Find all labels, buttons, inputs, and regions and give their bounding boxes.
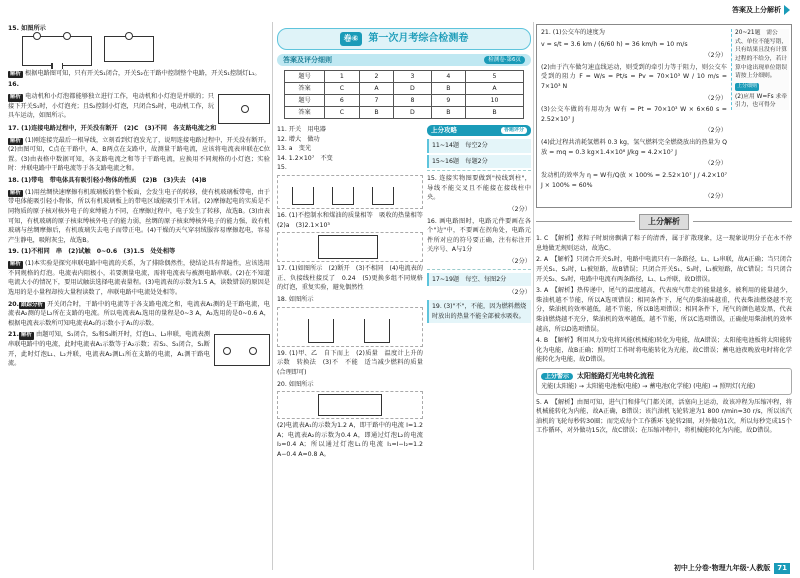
column-divider (533, 22, 534, 570)
bulb-icon (241, 105, 249, 113)
q19-title: 19. (1)不相同 串 (2)试触 0~0.6 (3)1.5 处处相等 (8, 248, 176, 256)
bulb-icon (63, 32, 71, 40)
equation: (3)公交车做的有用功为 W有 = Pt = 70×10³ W × 6×60 s = 2.52×10⁷ J (541, 106, 727, 123)
answer-line: 14. 1.2×10⁷ 不变 (277, 154, 333, 162)
q15-title: 15. 如图所示 (8, 25, 46, 32)
scoring-sidebox: 20~21题 需公式、单位不能写错，只有结果且没有计算过程的不给分，若计算中途出现单位错误请按上分细则。 上分细则 (2)应用 W=Fs 求牵引力，也可得分 (731, 29, 789, 110)
answer-line: 15. (277, 164, 287, 172)
q21-analysis: 由题可知，S₁闭合，S₂和S₃断开时，灯泡L₁、L₂串联，电流表测串联电路中的电流，此时电流表A₁示数等于A₂示数；若S₂、S₃闭合，S₁断开，此时灯泡L₁、L₂并联，电流表A₂测L₁所在支路的电流，A₁测干路电流。 (8, 331, 210, 368)
q21-title: 21. (8, 331, 19, 339)
bulb-icon (33, 32, 41, 40)
analysis-item: 3. A 【解析】热传递中，尾气的温度越高，代表废气带走的能量越多，被利用的能量越少，柴油机越不节能，所以A选项错误；相同条件下，尾气的柴油味越重，代表柴油燃烧越不充分，柴油机的效率越低，越不节能，所以B选项错误；相同条件下，尾气的颜色越发黑，代表柴油燃烧越不充分，柴油机的效率越低，越不节能，所以C选项错误，正确使用柴油机的效率越高，所以D选项错误。 (536, 287, 792, 333)
warning-box (536, 368, 792, 394)
table-row: 答案 C A D B A (285, 83, 524, 95)
q17-analysis: (1)刚连接完最后一根导线，立刻看到灯泡发光了，说明连接电路过程中，开关没有断开。(2)由图可知，C点在干路中，A、B两点在支路中，故测量干路电流，应该将电流表串联在C位置。(3)由表格中数据可知，各支路电流之和等于干路电流，应换用不同规格的小灯泡；实验时：并联电路中干路电流等于各支路电流之和。 (8, 136, 270, 173)
q18-analysis: (1)用丝绸快速摩擦有机玻璃板的整个板面，会发生电子的转移，使有机玻璃板带电，由于带电体能吸引轻小物体，所以有机玻璃板上的带电区域能吸引干木屑。(2)摩擦起电的实质是不同物质的原子核对核外电子的束缚能力不同，在摩擦过程中，电子发生了转移，故选B。(3)由表可知，有机玻璃的原子核束缚核外电子的能力弱，丝绸的原子核束缚核外电子的能力强，故有机玻璃与丝绸摩擦后，有机玻璃失去电子而带正电。(4)干燥的天气穿羽绒服容易摩擦起电，容易产生静电，吸附灰尘，故选B。 (8, 188, 270, 244)
page-footer (674, 563, 790, 574)
section-header (536, 214, 792, 230)
circuit-figure (277, 391, 423, 419)
equation: (2)由于汽车做匀速直线运动，则受到的牵引力等于阻力，则公交车受到的阻力 F = W/s = Pt/s = Pv = 70×10³ W / 10 m/s = 7×10³ N (541, 63, 727, 91)
middle-answers (277, 125, 430, 462)
analysis-tag: 解析 (10, 93, 22, 100)
exam-title: 第一次月考综合检测卷 (368, 33, 469, 45)
analysis-item: 4. B 【解析】利用风力发电将风能(机械能)转化为电能，故A错误；太阳能电池板将太阳能转化为电能，故B正确；照明灯工作时将电能转化为光能，故C错误；蓄电池夜晚放电时将化学能转化为电能，故D错误。 (536, 337, 792, 364)
score-note: （2分） (508, 289, 531, 297)
answer-line: 18. 如图所示 (277, 296, 314, 304)
q21-title: 21. (1)公交车的速度为 (541, 29, 605, 36)
circuit-diagram (318, 235, 378, 259)
circuit-diagram (22, 36, 92, 66)
footer-label: 初中上分卷·物理九年级·人教版 (673, 564, 771, 573)
q15-figure (22, 36, 270, 66)
table-row: 题号 6 7 8 9 10 (285, 95, 524, 107)
answer-line: 13. a 变光 (277, 145, 312, 153)
analysis-item: 5. A 【解析】由图可知，进气门和排气门都关闭，活塞向上运动，故该冲程为压缩冲程，将机械能转化为内能，故A正确，B错误；该汽油机飞轮转速为1 800 r/min=30 r/s，所以该汽油机的飞轮每秒转30圈；而完成每个工作循环飞轮转2圈，对外做功1次，所以每秒完成15个工作循环，对外做功15次，故C错误；在压缩冲程中，将机械能转化为内能，故D错误。 (536, 398, 792, 435)
warning-title: 太阳能路灯光电转化流程 (577, 372, 655, 381)
q20-title: 20. (8, 300, 19, 308)
warning-tag: 上分警示 (541, 373, 573, 380)
column-divider (272, 22, 273, 570)
battery-icon (51, 63, 63, 69)
q17-title: 17. (1)连接电路过程中，开关没有断开 (2)C (3)不同 各支路电流之和 (8, 124, 217, 132)
q19-analysis: (1)本实验是探究串联电路中电流的关系，为了排除偶然性，使结论具有普遍性，应该选用不同规格的灯泡。电流表内阻极小，若要测量电流，需将电流表与被测电路串联。(2)在不知道电流大小的情况下，要用试触法选择电流表量程。(3)电流表的示数为1.5 A，读数错误的原因是选用的是小量程却按大量程读数了，串联电路中电流处处相等。 (8, 259, 270, 296)
beaker-icon (308, 319, 334, 343)
answer-line: 11. 开关 用电器 (277, 126, 326, 133)
circuit-figure (277, 232, 423, 262)
beaker-icon (364, 319, 390, 343)
exam-badge: 卷⑥ (340, 32, 363, 46)
circuit-diagram (318, 394, 382, 416)
warning-text: 光能(太阳能) → 太阳能电池板(电能) → 蓄电池(化学能) (电能) → 照明灯(光能) (541, 382, 756, 390)
section-title: 上分解析 (639, 214, 689, 230)
q16-analysis: 电动机和小灯泡都能够独立进行工作，电动机和小灯泡是并联的；只接下开关S₁时，小灯泡亮；且S₂控制小灯泡，只闭合S₂时，电动机工作，玩具车运动，如图所示。 (8, 92, 214, 120)
arrow-icon (784, 5, 790, 15)
score-note: （2分） (508, 206, 531, 214)
q16-title: 16. (8, 81, 19, 89)
answer-line: 17. (1)如图所示 (2)断开 (3)不相同 (4)电流表的正、负接线柱接反了 0.24 (5)更换多组不同规格的灯泡，重复实验，避免偶然性 (277, 265, 423, 292)
table-row: 答案 C B D B B (285, 107, 524, 119)
bulb-icon (125, 32, 133, 40)
answer-line: 19. (1)甲、乙 自下而上 (2)质量 温度计上升的示数 转换法 (3)不 不能 适当减少燃料的质量(合理即可) (277, 349, 423, 376)
middle-column (277, 28, 531, 462)
bulb-icon (249, 347, 257, 355)
analysis-tag: 解析 (10, 137, 22, 144)
score-note: （2分） (508, 258, 531, 266)
answer-subbar-pill: 检测卷·第6页 (484, 56, 525, 65)
circuit-diagram (214, 334, 270, 366)
equation: v = s/t = 3.6 km / (6/60 h) = 36 km/h = 10 m/s (541, 40, 688, 48)
analysis-tag: 解析 (10, 260, 22, 267)
answer-line: (2)电流表A₁的示数为1.2 A，即干路中的电流 I=1.2 A；电流表A₂的示数为0.4 A，即通过灯泡L₂的电流 I₂=0.4 A；所以通过灯泡L₁的电流 I₁=I−I₂=1.2 A−0.4 A=0.8 A。 (277, 422, 423, 458)
q18-title: 18. (1)带电 带电体具有吸引轻小物体的性质 (2)B (3)失去 (4)B (8, 177, 207, 185)
q15-analysis: 根据电路图可知，只有开关S₁闭合，开关S₂在干路中控制整个电路，开关S₁控制灯L₁。 (25, 69, 261, 77)
circuit-diagram (218, 94, 270, 124)
q21-solution: 21. (1)公交车的速度为 v = s/t = 3.6 km / (6/60 h) = 36 km/h = 10 m/s （2分） (2)由于汽车做匀速直线运动，则受到的牵引力等于阻力，则公交车受到的阻力 F = W/s = Pt/s = Pv = 70×10³ W / 10 m/s = 7×10³ N （2分） (3)公交车做的有用功为 W有 = Pt = 70×10³ W × 6×60 s = 2.52×10⁷ J （2分） (4)此过程共消耗氢燃料 0.3 kg，氢气燃料完全燃烧放出的热量为 Q放 = mq = 0.3 kg×1.4×10⁸ J/kg = 4.2×10⁷ J （2分） 发动机的效率为 η = W有/Q放 × 100% = 2.52×10⁷ J / 4.2×10⁷ J × 100% = 60% （2分） 20~21题 需公式、单位不能写错，只有结果且没有计算过程的不给分，若计算中途出现单位错误请按上分细则。 上分细则 (2)应用 W=Fs 求牵引力，也可得分 (536, 24, 792, 208)
tracking-tag: 跟踪分析 (20, 301, 43, 308)
score-rule: 11~14题 每空2分 (427, 139, 531, 153)
scoring-column (427, 125, 531, 462)
score-rule: 15. 连接实物图要做到"按线到柱"，导线不能交叉且不能接在接线柱中央。 (427, 175, 531, 202)
analysis-tag: 解析 (20, 332, 32, 339)
analysis-tag: 解析 (10, 189, 22, 196)
right-column (536, 24, 792, 438)
score-tip: 19. (3)"不"，不能，因为燃料燃烧时放出的热量不能全部被水吸收。 (427, 300, 531, 323)
analysis-item: 1. C 【解析】煮粽子时厨房飘满了粽子的清香，属于扩散现象，这一现象说明分子在永不停息地做无规则运动，故选C。 (536, 235, 792, 252)
answer-subbar-title: 答案及评分细则 (283, 55, 332, 64)
answer-line: 16. (1)不控制水和煤油的质量相等 吸收的热量相等 (2)a (3)2.1×10³ (277, 212, 430, 229)
header-title: 答案及上分解析 (732, 5, 790, 16)
device-icon (372, 187, 394, 205)
device-icon (332, 187, 354, 205)
left-column (8, 24, 270, 371)
scoring-bar: 上分攻略 答题评分 (427, 125, 531, 136)
table-row: 题号 1 2 3 4 5 (285, 71, 524, 83)
equation: 发动机的效率为 η = W有/Q放 × 100% = 2.52×10⁷ J / 4.2×10⁷ J × 100% = 60% (541, 171, 727, 189)
sidebox-tag: 上分细则 (737, 83, 758, 90)
device-icon (292, 187, 314, 205)
experiment-figure (277, 307, 423, 347)
answer-subbar (277, 54, 531, 66)
page-number: 71 (774, 563, 790, 574)
score-rule: 16. 画电路图时，电路元件要画在各个"边"中，不要画在拐角处，电路元件所对应的符号要正确，注有标注开关序号、A与1分 (427, 217, 531, 254)
score-rule: 15~16题 每题2分 (427, 155, 531, 169)
answer-table (284, 70, 524, 119)
wiring-figure (277, 175, 423, 209)
answer-line: 20. 如图所示 (277, 380, 314, 388)
score-rule: 17~19题 每空、每图2分 (427, 273, 531, 287)
equation: (4)此过程共消耗氢燃料 0.3 kg，氢气燃料完全燃烧放出的热量为 Q放 = mq = 0.3 kg×1.4×10⁸ J/kg = 4.2×10⁷ J (541, 139, 727, 156)
circuit-diagram (104, 36, 154, 62)
exam-banner (277, 28, 531, 50)
bulb-icon (223, 347, 231, 355)
q20-analysis: 开关闭合时，干路中的电流等于各支路电流之和，电流表A₁测的是干路电流，电流表A₂测的是L₂所在支路的电流。所以电流表A₁选用的量程是0~3 A，A₂选用的是0~0.6 A，根据电流表示数所可知电流表A₂的示数小于A₁的示数。 (8, 300, 270, 327)
analysis-tag: 解析 (10, 70, 22, 77)
answer-line: 12. 增大 做功 (277, 135, 320, 143)
analysis-item: 2. A 【解析】只闭合开关S₁时，电路中电流只有一条路径，L₁、L₂串联，故A正确；当只闭合开关S₁、S₂时，L₁被短路，故B错误；只闭合开关S₁、S₃时，L₁被短路，故C错误；当只闭合开关S₂、S₃时，电路中电流有两条路径，L₁、L₂并联，故D错误。 (536, 256, 792, 283)
